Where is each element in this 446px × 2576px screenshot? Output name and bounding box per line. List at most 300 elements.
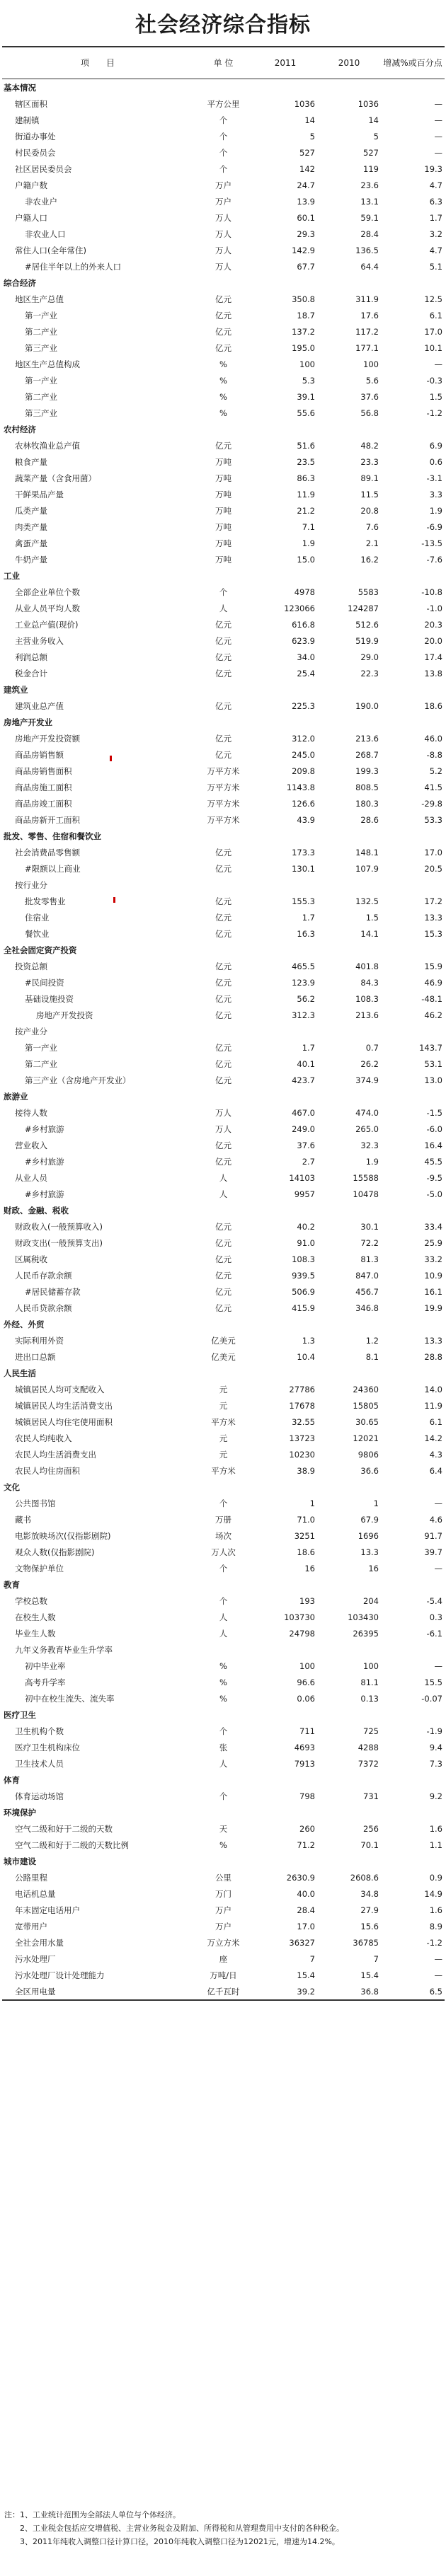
row-growth: -0.07	[421, 1693, 442, 1704]
row-value-2011: 37.6	[297, 1140, 315, 1150]
row-name: #居住半年以上的外来人口	[25, 261, 122, 272]
row-growth: —	[434, 1970, 442, 1980]
row-unit	[193, 275, 253, 291]
row-unit: 个	[219, 1726, 228, 1736]
row-value-2010: 11.5	[360, 489, 379, 499]
row-unit: 亿元	[215, 1237, 231, 1248]
row-name: 公路里程	[15, 1872, 47, 1883]
row-value-2010: 519.9	[355, 635, 379, 646]
row-name: 建制镇	[15, 115, 40, 125]
row-value-2010	[317, 828, 381, 844]
row-value-2010: 22.3	[360, 668, 379, 678]
page-title: 社会经济综合指标	[135, 13, 311, 37]
row-value-2011: 39.1	[297, 391, 315, 402]
row-unit: 人	[219, 1628, 228, 1639]
footnote: 注：1、工业统计范围为全部法人单位与个体经济。	[4, 2510, 181, 2519]
row-unit: 个	[219, 1595, 228, 1606]
row-unit: %	[219, 391, 227, 402]
row-growth: 39.7	[424, 1547, 442, 1557]
row-growth	[381, 1088, 445, 1104]
row-name: 人民币存款余额	[15, 1270, 72, 1281]
section-row	[2, 1316, 445, 1332]
row-growth: 14.2	[424, 1433, 442, 1443]
row-name: 年末固定电话用户	[15, 1905, 80, 1915]
row-unit: %	[219, 1677, 227, 1687]
table-row	[2, 1902, 445, 1918]
row-value-2010: 1696	[358, 1530, 379, 1541]
row-name: 九年义务教育毕业生升学率	[15, 1644, 113, 1655]
table-row	[2, 1251, 445, 1267]
row-growth: 17.4	[424, 652, 442, 662]
row-name: 基础设施投资	[25, 993, 74, 1004]
row-value-2011: 40.0	[297, 1888, 315, 1899]
section-row	[2, 79, 445, 96]
row-growth	[381, 1316, 445, 1332]
row-value-2010: 119	[363, 163, 379, 174]
row-unit: 元	[219, 1400, 228, 1411]
row-name: 非农业人口	[25, 229, 66, 239]
row-name: 税金合计	[15, 668, 47, 678]
row-value-2010: 2608.6	[350, 1872, 379, 1883]
row-value-2011: 623.9	[292, 635, 315, 646]
row-name: 从业人员	[15, 1172, 47, 1183]
row-value-2010: 14	[368, 115, 379, 125]
row-growth: 13.3	[424, 912, 442, 923]
section-row	[2, 1479, 445, 1495]
row-growth: 20.3	[424, 619, 442, 630]
row-value-2010: 17.6	[360, 310, 379, 320]
row-unit: 亿元	[215, 619, 231, 630]
table-row	[2, 1869, 445, 1885]
row-value-2010: 81.3	[360, 1254, 379, 1264]
row-name: 观众人数(仅指影剧院)	[15, 1547, 95, 1557]
row-growth: —	[434, 131, 442, 141]
row-value-2010: 731	[363, 1791, 379, 1801]
row-name: 户籍人口	[15, 212, 47, 223]
row-unit: 亿美元	[211, 1351, 236, 1362]
table-body	[2, 79, 445, 2001]
row-name: 瓜类产量	[15, 505, 47, 516]
row-unit: 人	[219, 603, 228, 613]
row-unit: 个	[219, 163, 228, 174]
row-name: 批发、零售、住宿和餐饮业	[4, 831, 101, 841]
row-name: 建筑业总产值	[15, 700, 64, 711]
row-unit: 亿元	[215, 1010, 231, 1020]
row-name: 第一产业	[25, 310, 57, 320]
row-name: 禽蛋产量	[15, 538, 47, 548]
row-unit: 万平方米	[207, 766, 240, 776]
row-unit: 亿元	[215, 1140, 231, 1150]
row-growth: -1.0	[426, 603, 442, 613]
row-value-2010: 20.8	[360, 505, 379, 516]
red-tick-mark	[113, 897, 115, 903]
row-name: 全部企业单位个数	[15, 587, 80, 597]
table-row	[2, 1658, 445, 1674]
row-value-2010: 136.5	[355, 245, 379, 255]
table-row	[2, 1674, 445, 1690]
row-name: 电影放映场次(仅指影剧院)	[15, 1530, 111, 1541]
row-value-2010: 5.6	[365, 375, 379, 386]
row-unit: 个	[219, 1791, 228, 1801]
row-value-2011: 193	[299, 1595, 315, 1606]
row-value-2011: 16.3	[297, 928, 315, 939]
table-row	[2, 1820, 445, 1837]
row-value-2010: 12021	[353, 1433, 379, 1443]
row-name: 房地产开发投资	[36, 1010, 93, 1020]
row-unit: 个	[219, 1498, 228, 1508]
row-growth: 41.5	[424, 782, 442, 792]
row-value-2010: 847.0	[355, 1270, 379, 1281]
row-name: 接待人数	[15, 1107, 47, 1118]
table-row	[2, 1056, 445, 1072]
row-value-2010	[317, 1641, 381, 1658]
table-row	[2, 1332, 445, 1348]
row-name: 进出口总额	[15, 1351, 56, 1362]
row-value-2011: 96.6	[297, 1677, 315, 1687]
row-unit	[193, 421, 253, 437]
row-name: 地区生产总值构成	[15, 359, 80, 369]
row-name: 第三产业	[25, 342, 57, 353]
row-growth: 46.2	[424, 1010, 442, 1020]
row-value-2011: 1.7	[302, 912, 315, 923]
row-value-2011: 13723	[289, 1433, 315, 1443]
row-growth	[381, 714, 445, 730]
row-growth: 1.5	[429, 391, 442, 402]
row-value-2011: 11.9	[297, 489, 315, 499]
row-value-2010: 37.6	[360, 391, 379, 402]
row-value-2011: 7.1	[302, 521, 315, 532]
row-value-2010: 14.1	[360, 928, 379, 939]
row-unit: 亿元	[215, 1156, 231, 1167]
row-value-2011: 100	[299, 359, 315, 369]
row-unit: 人	[219, 1189, 228, 1199]
row-value-2010: 117.2	[355, 326, 379, 337]
row-growth: 1.7	[429, 212, 442, 223]
row-value-2011: 142.9	[292, 245, 315, 255]
row-growth	[381, 1641, 445, 1658]
row-value-2010: 7372	[358, 1758, 379, 1769]
row-value-2010: 30.65	[355, 1416, 379, 1427]
row-value-2011	[253, 1641, 317, 1658]
row-value-2010	[317, 275, 381, 291]
table-row	[2, 584, 445, 600]
header-growth: 增减%或百分点	[381, 47, 445, 79]
row-name: 牛奶产量	[15, 554, 47, 565]
row-value-2011: 38.9	[297, 1465, 315, 1476]
row-unit: 万人	[215, 261, 231, 272]
row-value-2010: 8.1	[365, 1351, 379, 1362]
row-value-2010: 15805	[353, 1400, 379, 1411]
row-value-2010: 29.0	[360, 652, 379, 662]
row-name: 公共图书馆	[15, 1498, 56, 1508]
row-growth: 0.3	[429, 1612, 442, 1622]
row-value-2010: 346.8	[355, 1303, 379, 1313]
row-unit: 元	[219, 1449, 228, 1460]
row-value-2011: 1	[309, 1498, 315, 1508]
table-row	[2, 388, 445, 405]
table-row	[2, 1723, 445, 1739]
section-row	[2, 275, 445, 291]
row-growth: -5.0	[426, 1189, 442, 1199]
row-growth: 17.2	[424, 896, 442, 906]
row-unit: 公里	[215, 1872, 231, 1883]
section-row	[2, 714, 445, 730]
row-name: 宽带用户	[15, 1921, 47, 1931]
table-row	[2, 551, 445, 567]
row-name: 初中毕业率	[25, 1660, 66, 1671]
row-name: 餐饮业	[25, 928, 50, 939]
row-value-2010: 36785	[353, 1937, 379, 1948]
table-row	[2, 812, 445, 828]
row-value-2011: 103730	[284, 1612, 315, 1622]
table-row	[2, 1951, 445, 1967]
table-row	[2, 1446, 445, 1462]
table-row	[2, 1039, 445, 1056]
row-name: 城市建设	[4, 1856, 36, 1866]
table-row	[2, 779, 445, 795]
table-row	[2, 1983, 445, 2000]
row-value-2010: 124287	[348, 603, 379, 613]
row-name: 全区用电量	[2, 1983, 193, 2000]
row-unit: 万户	[215, 1905, 231, 1915]
row-name: 按行业分	[15, 879, 47, 890]
table-row	[2, 470, 445, 486]
row-name: 商品房新开工面积	[15, 814, 80, 825]
row-growth: 46.9	[424, 977, 442, 988]
row-growth: 143.7	[419, 1042, 442, 1053]
row-name: #限额以上商业	[25, 863, 81, 874]
row-unit: 平方公里	[207, 98, 240, 109]
row-growth: 17.0	[424, 847, 442, 857]
row-unit	[193, 1202, 253, 1218]
row-unit: 万吨	[215, 521, 231, 532]
row-growth: 13.0	[424, 1075, 442, 1085]
row-unit: 亿美元	[211, 1335, 236, 1346]
row-value-2011: 51.6	[297, 440, 315, 451]
row-unit: 天	[219, 1823, 228, 1834]
row-growth: 11.9	[424, 1400, 442, 1411]
table-row	[2, 958, 445, 974]
row-growth	[381, 828, 445, 844]
row-unit: 万平方米	[207, 814, 240, 825]
row-name: 基本情况	[4, 82, 36, 93]
row-name: 第一产业	[25, 375, 57, 386]
table-row	[2, 209, 445, 226]
row-name: 主营业务收入	[15, 635, 64, 646]
row-unit: 万人	[215, 229, 231, 239]
row-name: 工业	[4, 570, 20, 581]
table-row	[2, 795, 445, 812]
row-value-2011	[253, 1479, 317, 1495]
row-growth: 1.1	[429, 1839, 442, 1850]
table-row	[2, 177, 445, 193]
table-row	[2, 405, 445, 421]
row-unit: 亿元	[215, 440, 231, 451]
row-name: 空气二级和好于二级的天数比例	[15, 1839, 129, 1850]
statistics-table	[2, 46, 445, 2001]
row-value-2010: 132.5	[355, 896, 379, 906]
row-value-2010	[317, 421, 381, 437]
row-value-2011: 527	[299, 147, 315, 158]
row-name: 环境保护	[4, 1807, 36, 1818]
row-unit: %	[219, 1693, 227, 1704]
table-row	[2, 356, 445, 372]
row-name: 商品房销售面积	[15, 766, 72, 776]
row-growth: 6.9	[429, 440, 442, 451]
row-unit: 元	[219, 1433, 228, 1443]
row-growth: —	[434, 1563, 442, 1573]
row-name: 常住人口(全年常住)	[15, 245, 86, 255]
row-unit: 万册	[215, 1514, 231, 1525]
row-growth: -1.5	[426, 1107, 442, 1118]
row-value-2011: 24.7	[297, 180, 315, 190]
row-name: 城镇居民人均住宅使用面积	[15, 1416, 113, 1427]
row-value-2011: 350.8	[292, 294, 315, 304]
table-row	[2, 502, 445, 519]
row-unit: 万人	[215, 245, 231, 255]
row-unit: 亿元	[215, 1270, 231, 1281]
table-row	[2, 1267, 445, 1283]
row-name: 房地产开发业	[4, 717, 52, 727]
row-name: 从业人员平均人数	[15, 603, 80, 613]
row-name: 第三产业（含房地产开发业）	[25, 1075, 131, 1085]
row-value-2011: 7	[309, 1953, 315, 1964]
row-unit: 亿元	[215, 342, 231, 353]
row-name: 营业收入	[15, 1140, 47, 1150]
row-name: 初中在校生流失、流失率	[25, 1693, 115, 1704]
table-row	[2, 1414, 445, 1430]
row-value-2010: 268.7	[355, 749, 379, 760]
row-value-2011: 14	[304, 115, 315, 125]
row-value-2011: 711	[299, 1726, 315, 1736]
row-name: 户籍户数	[15, 180, 47, 190]
row-value-2010: 0.13	[360, 1693, 379, 1704]
row-growth: 10.1	[424, 342, 442, 353]
row-value-2011: 1.7	[302, 1042, 315, 1053]
table-row	[2, 1007, 445, 1023]
row-name: 商品房销售额	[15, 749, 64, 760]
row-growth: 45.5	[424, 1156, 442, 1167]
row-value-2011: 18.7	[297, 310, 315, 320]
table-row	[2, 258, 445, 275]
table-row	[2, 1430, 445, 1446]
row-value-2011: 17.0	[297, 1921, 315, 1931]
row-value-2011: 209.8	[292, 766, 315, 776]
row-growth: 15.5	[424, 1677, 442, 1687]
row-growth: -6.9	[426, 521, 442, 532]
table-row	[2, 1511, 445, 1527]
row-unit: 亿元	[215, 1221, 231, 1232]
row-name: 污水处理厂	[15, 1953, 56, 1964]
table-row	[2, 1300, 445, 1316]
row-growth: 28.8	[424, 1351, 442, 1362]
row-growth: 10.9	[424, 1270, 442, 1281]
row-growth: —	[434, 1498, 442, 1508]
section-row	[2, 1853, 445, 1869]
row-growth: 16.4	[424, 1140, 442, 1150]
row-value-2010: 213.6	[355, 1010, 379, 1020]
row-name: 辖区面积	[15, 98, 47, 109]
row-unit: 个	[219, 587, 228, 597]
row-value-2010	[317, 1576, 381, 1593]
row-value-2011: 0.06	[297, 1693, 315, 1704]
row-name: 社区居民委员会	[15, 163, 72, 174]
row-value-2011: 4693	[294, 1742, 315, 1752]
table-row	[2, 226, 445, 242]
row-value-2011: 40.2	[297, 1221, 315, 1232]
row-name: 第一产业	[25, 1042, 57, 1053]
row-value-2011: 155.3	[292, 896, 315, 906]
row-growth: 17.0	[424, 326, 442, 337]
row-growth: 0.6	[429, 456, 442, 467]
row-growth: —	[434, 1660, 442, 1671]
row-value-2010: 148.1	[355, 847, 379, 857]
table-row	[2, 519, 445, 535]
row-value-2010: 7	[373, 1953, 379, 1964]
row-value-2010: 199.3	[355, 766, 379, 776]
row-value-2011: 465.5	[292, 961, 315, 971]
row-value-2011: 17678	[289, 1400, 315, 1411]
table-row	[2, 844, 445, 860]
table-row	[2, 112, 445, 128]
section-row	[2, 1804, 445, 1820]
row-value-2011: 467.0	[292, 1107, 315, 1118]
row-unit	[193, 79, 253, 96]
row-unit: 个	[219, 131, 228, 141]
row-value-2011: 5	[309, 131, 315, 141]
table-row	[2, 1104, 445, 1121]
row-growth: -6.1	[426, 1628, 442, 1639]
table-row	[2, 291, 445, 307]
table-row	[2, 1837, 445, 1853]
row-value-2010: 474.0	[355, 1107, 379, 1118]
row-growth	[381, 1853, 445, 1869]
row-value-2011: 91.0	[297, 1237, 315, 1248]
row-value-2011: 32.55	[292, 1416, 315, 1427]
row-unit: %	[219, 359, 227, 369]
row-unit: 亿元	[215, 668, 231, 678]
row-name: 按产业分	[15, 1026, 47, 1036]
table-row	[2, 1397, 445, 1414]
row-value-2011: 23.5	[297, 456, 315, 467]
row-growth: —	[434, 98, 442, 109]
row-name: 商品房竣工面积	[15, 798, 72, 809]
row-name: 住宿业	[25, 912, 50, 923]
table-row	[2, 1072, 445, 1088]
row-value-2011	[253, 1772, 317, 1788]
row-value-2011: 130.1	[292, 863, 315, 874]
row-unit	[193, 1023, 253, 1039]
row-value-2011: 5.3	[302, 375, 315, 386]
row-growth: 15.9	[424, 961, 442, 971]
row-value-2010: 24360	[353, 1384, 379, 1394]
row-name: 非农业户	[25, 196, 57, 207]
row-value-2011: 249.0	[292, 1124, 315, 1134]
row-name: 利润总额	[15, 652, 47, 662]
row-unit: %	[219, 1839, 227, 1850]
row-growth: 53.3	[424, 814, 442, 825]
table-row	[2, 161, 445, 177]
row-value-2010: 456.7	[355, 1286, 379, 1297]
table-row	[2, 1186, 445, 1202]
row-value-2011: 36327	[289, 1937, 315, 1948]
row-name: 肉类产量	[15, 521, 47, 532]
row-value-2010: 1.5	[365, 912, 379, 923]
table-row	[2, 877, 445, 893]
red-tick-mark	[110, 756, 112, 761]
table-row	[2, 1739, 445, 1755]
row-value-2011	[253, 275, 317, 291]
